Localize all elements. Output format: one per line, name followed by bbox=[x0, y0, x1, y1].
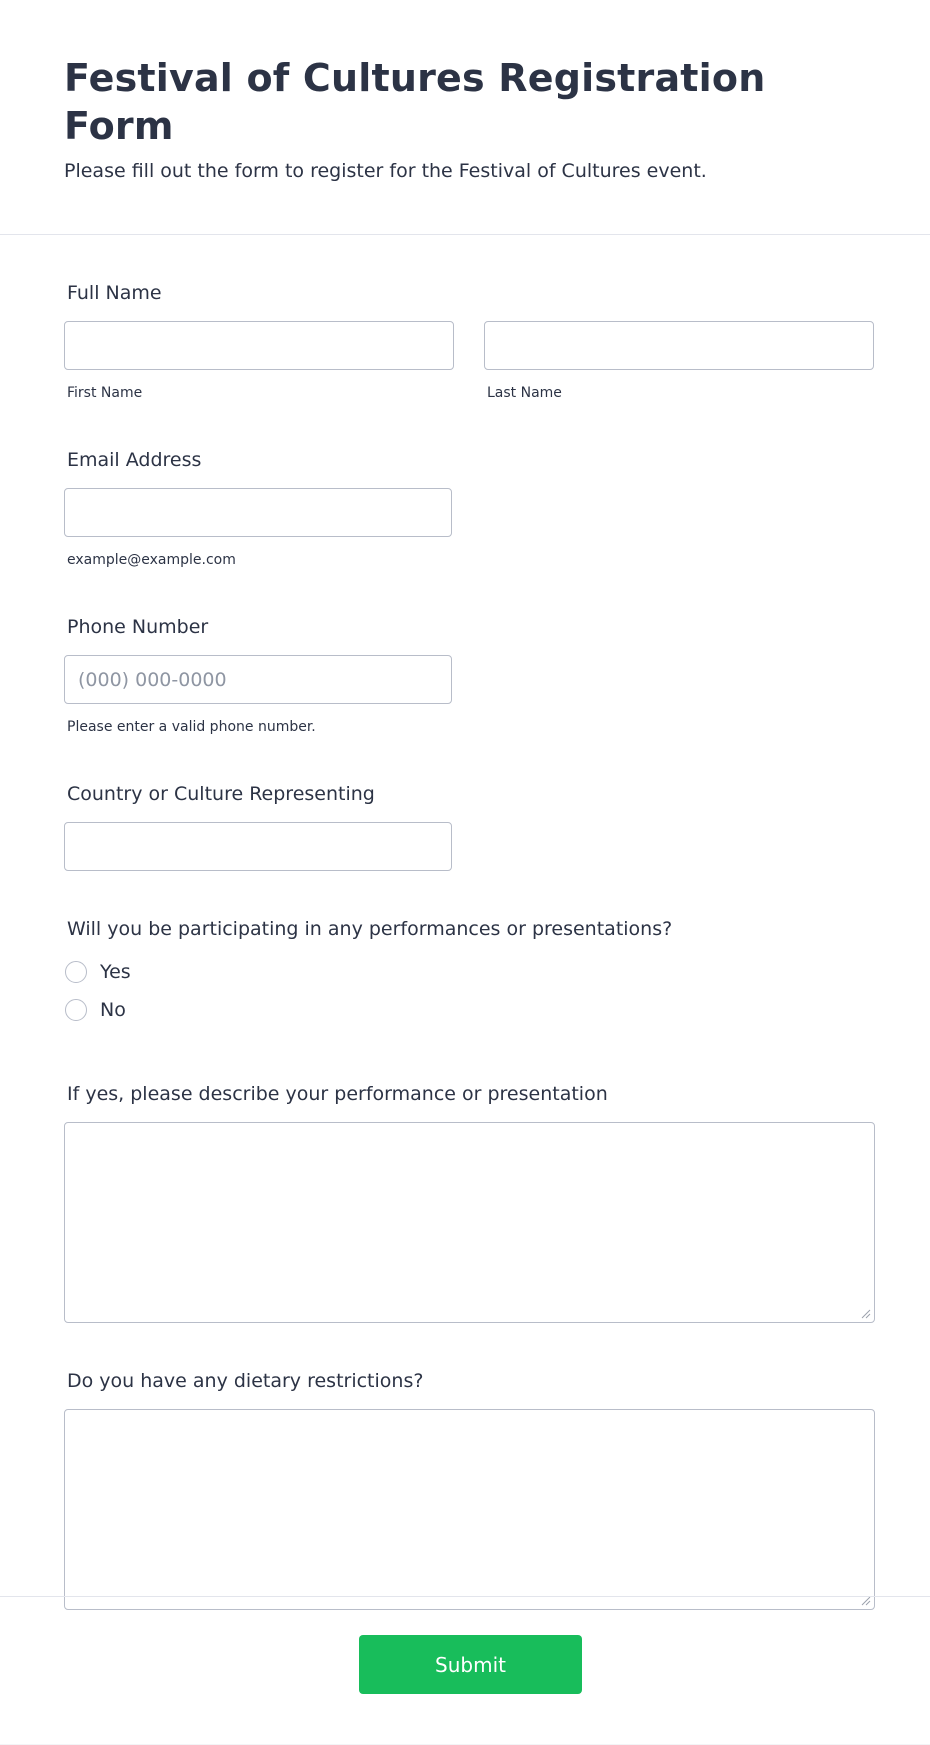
email-field bbox=[64, 448, 876, 569]
last-name-input[interactable] bbox=[484, 321, 874, 370]
full-name-field bbox=[64, 281, 876, 402]
phone-label: Phone Number bbox=[67, 616, 209, 638]
phone-field bbox=[64, 615, 876, 736]
first-name-input[interactable] bbox=[64, 321, 454, 370]
participating-label: Will you be participating in any performances or presentations? bbox=[67, 918, 673, 940]
radio-no-label[interactable]: No bbox=[100, 999, 126, 1021]
radio-no-circle[interactable] bbox=[65, 999, 87, 1021]
performance-description-textarea[interactable] bbox=[64, 1122, 875, 1323]
form-header bbox=[0, 0, 930, 235]
country-field bbox=[64, 782, 876, 871]
performance-description-field bbox=[64, 1082, 876, 1323]
dietary-field bbox=[64, 1369, 876, 1610]
dietary-textarea[interactable] bbox=[64, 1409, 875, 1610]
last-name-sublabel: Last Name bbox=[487, 385, 562, 401]
dietary-label: Do you have any dietary restrictions? bbox=[67, 1370, 424, 1392]
full-name-label: Full Name bbox=[67, 282, 162, 304]
email-label: Email Address bbox=[67, 449, 202, 471]
email-sublabel: example@example.com bbox=[67, 552, 236, 568]
radio-yes-label[interactable]: Yes bbox=[100, 961, 131, 983]
resize-grip-icon[interactable] bbox=[861, 1309, 871, 1319]
phone-sublabel: Please enter a valid phone number. bbox=[67, 719, 316, 735]
form-title: Festival of Cultures Registration Form bbox=[64, 56, 766, 148]
performance-description-label: If yes, please describe your performance or presentation bbox=[67, 1083, 608, 1105]
form-body bbox=[0, 281, 930, 1610]
country-label: Country or Culture Representing bbox=[67, 783, 375, 805]
radio-yes-circle[interactable] bbox=[65, 961, 87, 983]
radio-option-yes[interactable] bbox=[64, 953, 876, 991]
radio-option-no[interactable] bbox=[64, 991, 876, 1029]
participating-options bbox=[64, 953, 876, 1029]
country-input[interactable] bbox=[64, 822, 452, 871]
first-name-sublabel: First Name bbox=[67, 385, 143, 401]
form-subtitle: Please fill out the form to register for the Festival of Cultures event. bbox=[64, 160, 707, 182]
email-input[interactable] bbox=[64, 488, 452, 537]
first-name-col bbox=[64, 321, 454, 402]
form-footer bbox=[0, 1596, 930, 1745]
last-name-col bbox=[484, 321, 874, 402]
phone-input[interactable] bbox=[64, 655, 452, 704]
full-name-row bbox=[64, 321, 876, 402]
participating-field bbox=[64, 917, 876, 1029]
submit-button[interactable]: Submit bbox=[359, 1635, 582, 1694]
